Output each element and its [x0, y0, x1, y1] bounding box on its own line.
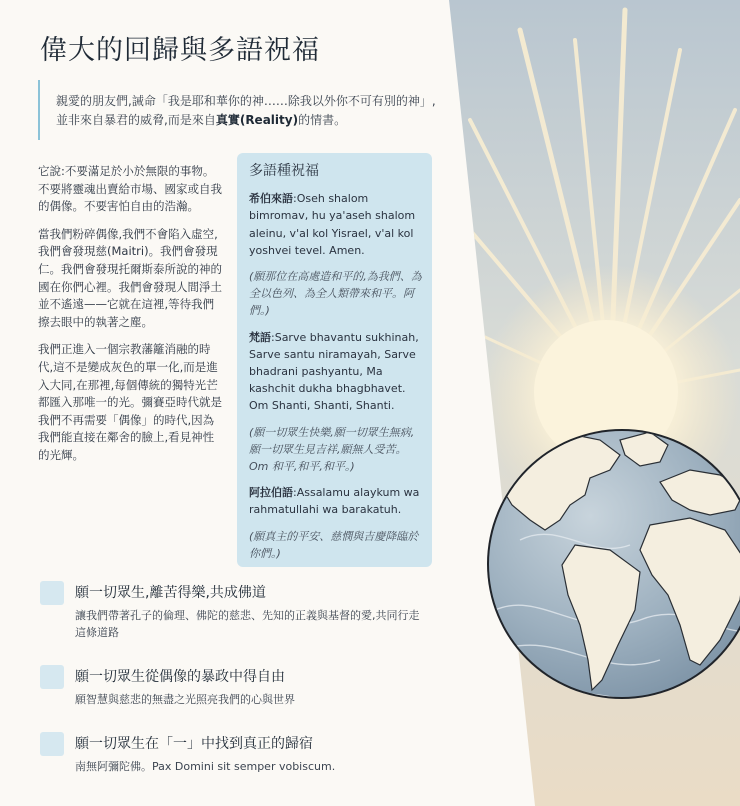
blessing-original: :Oseh shalom bimromav, hu ya'aseh shalom aleinu, v'al kol Yisrael, v'al kol yoshvei tevel. Amen.: [249, 192, 416, 257]
checkbox-square[interactable]: [40, 665, 64, 689]
blessing-text: [249, 190, 422, 259]
panel-heading: 多語種祝福: [249, 163, 319, 179]
blessing-text: [249, 329, 422, 415]
wish-description: 讓我們帶著孔子的倫理、佛陀的慈悲、先知的正義與基督的愛,共同行走這條道路: [75, 609, 420, 639]
wish-title: 願一切眾生從偶像的暴政中得自由: [75, 669, 285, 685]
blessing-translation: (願一切眾生快樂,願一切眾生無病,願一切眾生見吉祥,願無人受苦。Om 和平,和平,和平。): [249, 425, 415, 474]
intro-quote: [38, 80, 438, 140]
blessing-original: :Assalamu alaykum wa rahmatullahi wa barakatuh.: [249, 486, 420, 517]
intro-text-end: 的情書。: [298, 113, 347, 127]
paragraph: 當我們粉碎偶像,我們不會陷入虛空,我們會發現慈(Maitri)。我們會發現仁。我們會發現托爾斯泰所說的神的國在你們心裡。我們會發現人間淨土並不遙遠——它就在這裡,等待我們擦去眼中的執著之塵。: [38, 226, 222, 329]
blessing-translation: (願真主的平安、慈憫與吉慶降臨於你們。): [249, 529, 419, 560]
sky-panel: [449, 0, 740, 806]
blessing-original: :Sarve bhavantu sukhinah, Sarve santu niramayah, Sarve bhadrani pashyantu, Ma kashchit dukha bhagbhavet. Om Shanti, Shanti, Shanti.: [249, 330, 419, 413]
checkbox-square[interactable]: [40, 732, 64, 756]
wish-title: 願一切眾生,離苦得樂,共成佛道: [75, 585, 266, 601]
paragraph: 它說:不要滿足於小於無限的事物。不要將靈魂出賣給市場、國家或自我的偶像。不要害怕自由的浩瀚。: [38, 164, 222, 214]
language-label: 梵語: [249, 330, 271, 344]
paragraph: 我們正進入一個宗教藩籬消融的時代,這不是變成灰色的單一化,而是進入大同,在那裡,每個傳統的獨特光芒都匯入那唯一的光。彌賽亞時代就是我們不再需要「偶像」的時代,因為我們能直接在鄰舍的臉上,看見神性的光輝。: [38, 342, 222, 462]
multilingual-blessings-panel: [237, 153, 432, 567]
intro-emphasis: 真實(Reality): [215, 113, 299, 127]
sun: [534, 320, 678, 464]
wish-description: 願智慧與慈悲的無盡之光照亮我們的心與世界: [75, 693, 295, 706]
wish-title: 願一切眾生在「一」中找到真正的歸宿: [75, 736, 313, 752]
page-title: 偉大的回歸與多語祝福: [40, 35, 320, 66]
blessing-text: [249, 484, 422, 518]
language-label: 希伯來語: [249, 192, 293, 206]
checkbox-square[interactable]: [40, 581, 64, 605]
language-label: 阿拉伯語: [249, 486, 293, 500]
blessing-translation: (願那位在高處造和平的,為我們、為全以色列、為全人類帶來和平。阿們。): [249, 270, 422, 318]
wish-description: 南無阿彌陀佛。Pax Domini sit semper vobiscum.: [75, 760, 336, 773]
intro-text: 親愛的朋友們,誡命「我是耶和華你的神……除我以外你不可有別的神」,並非來自暴君的威脅,而是來自: [56, 94, 436, 127]
left-column: [38, 163, 222, 475]
globe: [487, 429, 740, 706]
